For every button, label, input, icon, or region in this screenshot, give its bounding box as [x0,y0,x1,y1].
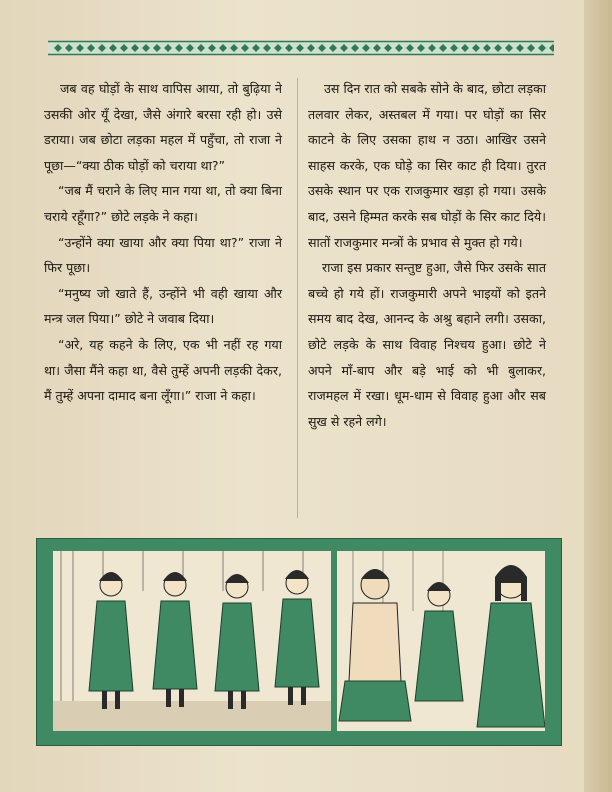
paragraph: “अरे, यह कहने के लिए, एक भी नहीं रह गया था। जैसा मैंने कहा था, वैसे तुम्हें अपनी लड़की देकर, मैं तुम्हें अपना दामाद बना लूँगा।” राजा ने कहा। [44,336,282,404]
paragraph: राजा इस प्रकार सन्तुष्ट हुआ, जैसे फिर उसके सात बच्चे हो गये हों। राजकुमारी अपने भाइयों को इतने समय बाद देख, आनन्द के अश्रु बहाने लगी। उसका, छोटे लड़के के साथ विवाह निश्चय हुआ। छोटे ने अपने माँ-बाप और बड़े भाई को भी बुलाकर, राजमहल में रखा। धूम-धाम से विवाह हुआ और सब सुख से रहने लगे। [308,260,546,429]
column-divider [297,78,298,518]
paragraph: “उन्होंने क्या खाया और क्या पिया था?” राजा ने फिर पूछा। [44,234,282,276]
page-spine [584,0,612,792]
right-column [308,76,546,434]
decorative-border [48,40,554,56]
left-column [44,76,282,409]
illustration-frame [36,538,562,746]
paragraph: जब वह घोड़ों के साथ वापिस आया, तो बुढ़िया ने उसकी ओर यूँ देखा, जैसे अंगारे बरसा रही हो। उसे डराया। जब छोटा लड़का महल में पहुँचा, तो राजा ने पूछा—“क्या ठीक घोड़ों को चराया था?” [44,81,282,173]
paragraph: “मनुष्य जो खाते हैं, उन्होंने भी वही खाया और मन्त्र जल पिया।” छोटे ने जवाब दिया। [44,285,282,327]
paragraph: “जब मैं चराने के लिए मान गया था, तो क्या बिना चराये रहूँगा?” छोटे लड़के ने कहा। [44,183,282,224]
paragraph: उस दिन रात को सबके सोने के बाद, छोटा लड़का तलवार लेकर, अस्तबल में गया। पर घोड़ों का सिर काटने के लिए उसका हाथ न उठा। आखिर उसने साहस करके, एक घोड़े का सिर काट ही दिया। तुरत उसके स्थान पर एक राजकुमार खड़ा हो गया। उसके बाद, उसने हिम्मत करके सब घोड़ों के सिर काट दिये। सातों राजकुमार मन्त्रों के प्रभाव से मुक्त हो गये। [308,81,546,250]
illustration-art [53,551,545,731]
scene-girls-in-stable [53,551,331,731]
scene-young-man-with-princess [337,551,545,731]
illustration [53,551,545,731]
